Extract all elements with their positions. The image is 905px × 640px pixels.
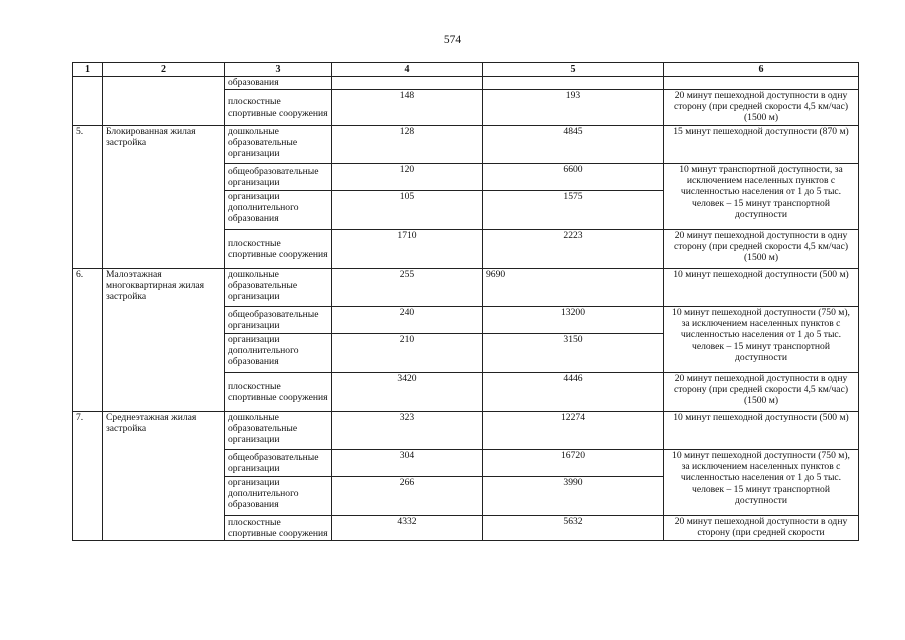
cell-building-type: Блокированная жилая застройка <box>103 126 225 269</box>
page-number: 574 <box>443 34 462 46</box>
cell-number <box>73 77 103 126</box>
cell-facility: плоскостные спортивные сооружения <box>225 516 332 541</box>
cell-empty <box>483 77 664 90</box>
cell-value-col5: 12274 <box>483 412 664 450</box>
header-cell: 5 <box>483 63 664 77</box>
cell-facility: организации дополнительного образования <box>225 477 332 516</box>
cell-value-col5: 6600 <box>483 164 664 191</box>
cell-value-col4: 128 <box>332 126 483 164</box>
cell-value-col5: 13200 <box>483 307 664 334</box>
cell-accessibility: 10 минут пешеходной доступности (500 м) <box>664 412 859 450</box>
cell-accessibility: 20 минут пешеходной доступности в одну сторону (при средней скорости <box>664 516 859 541</box>
cell-value-col4: 210 <box>332 334 483 373</box>
cell-empty <box>332 77 483 90</box>
cell-accessibility: 20 минут пешеходной доступности в одну сторону (при средней скорости 4,5 км/час) (1500 м) <box>664 230 859 269</box>
cell-value-col4: 148 <box>332 90 483 126</box>
cell-value-col5: 9690 <box>483 269 664 307</box>
table-row <box>73 126 859 164</box>
cell-value-col4: 105 <box>332 191 483 230</box>
cell-value-col5: 5632 <box>483 516 664 541</box>
cell-number: 7. <box>73 412 103 541</box>
cell-value-col5: 3150 <box>483 334 664 373</box>
cell-number: 5. <box>73 126 103 269</box>
cell-value-col5: 2223 <box>483 230 664 269</box>
cell-value-col4: 266 <box>332 477 483 516</box>
cell-empty <box>664 77 859 90</box>
cell-value-col4: 3420 <box>332 373 483 412</box>
cell-facility: общеобразовательные организации <box>225 450 332 477</box>
cell-facility: организации дополнительного образования <box>225 191 332 230</box>
cell-value-col5: 4845 <box>483 126 664 164</box>
cell-accessibility: 15 минут пешеходной доступности (870 м) <box>664 126 859 164</box>
header-row <box>73 63 859 77</box>
table-row <box>73 412 859 450</box>
cell-facility: дошкольные образовательные организации <box>225 126 332 164</box>
cell-accessibility: 20 минут пешеходной доступности в одну сторону (при средней скорости 4,5 км/час) (1500 м) <box>664 90 859 126</box>
cell-value-col5: 1575 <box>483 191 664 230</box>
cell-value-col4: 323 <box>332 412 483 450</box>
header-cell: 1 <box>73 63 103 77</box>
cell-value-col5: 193 <box>483 90 664 126</box>
header-cell: 4 <box>332 63 483 77</box>
cell-accessibility: 10 минут пешеходной доступности (750 м), за исключением населенных пунктов с численностью населения от 1 до 5 тыс. человек – 15 минут транспортной доступности <box>664 450 859 516</box>
cell-value-col5: 3990 <box>483 477 664 516</box>
cell-facility: образования <box>225 77 332 90</box>
cell-value-col4: 240 <box>332 307 483 334</box>
cell-building-type: Среднеэтажная жилая застройка <box>103 412 225 541</box>
cell-facility: общеобразовательные организации <box>225 164 332 191</box>
header-cell: 2 <box>103 63 225 77</box>
cell-accessibility: 10 минут пешеходной доступности (500 м) <box>664 269 859 307</box>
cell-value-col4: 304 <box>332 450 483 477</box>
standards-table <box>72 62 859 541</box>
cell-value-col4: 4332 <box>332 516 483 541</box>
cell-accessibility: 10 минут транспортной доступности, за исключением населенных пунктов с численностью населения от 1 до 5 тыс. человек – 15 минут транспортной доступности <box>664 164 859 230</box>
cell-facility: дошкольные образовательные организации <box>225 269 332 307</box>
cell-value-col5: 4446 <box>483 373 664 412</box>
header-cell: 6 <box>664 63 859 77</box>
table-row <box>73 77 859 90</box>
cell-value-col4: 120 <box>332 164 483 191</box>
cell-facility: плоскостные спортивные сооружения <box>225 373 332 412</box>
table-row <box>73 269 859 307</box>
cell-accessibility: 10 минут пешеходной доступности (750 м), за исключением населенных пунктов с численностью населения от 1 до 5 тыс. человек – 15 минут транспортной доступности <box>664 307 859 373</box>
cell-value-col4: 255 <box>332 269 483 307</box>
cell-facility: плоскостные спортивные сооружения <box>225 230 332 269</box>
cell-facility: общеобразовательные организации <box>225 307 332 334</box>
cell-value-col4: 1710 <box>332 230 483 269</box>
header-cell: 3 <box>225 63 332 77</box>
cell-facility: плоскостные спортивные сооружения <box>225 90 332 126</box>
cell-building-type <box>103 77 225 126</box>
cell-building-type: Малоэтажная многоквартирная жилая застройка <box>103 269 225 412</box>
cell-value-col5: 16720 <box>483 450 664 477</box>
cell-number: 6. <box>73 269 103 412</box>
cell-facility: дошкольные образовательные организации <box>225 412 332 450</box>
cell-facility: организации дополнительного образования <box>225 334 332 373</box>
cell-accessibility: 20 минут пешеходной доступности в одну сторону (при средней скорости 4,5 км/час) (1500 м) <box>664 373 859 412</box>
